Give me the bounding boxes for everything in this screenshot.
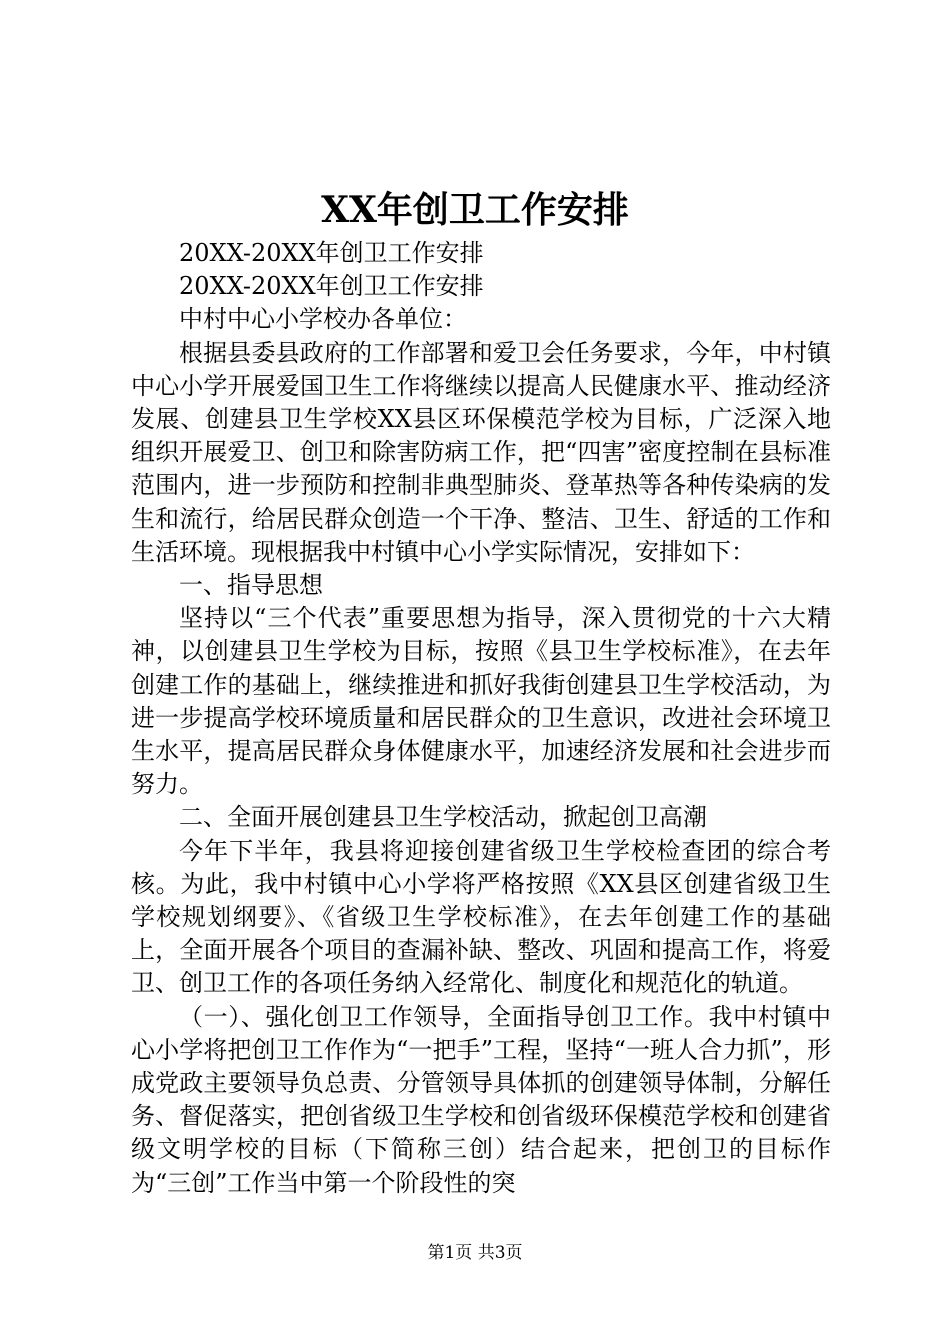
paragraph-activities: 今年下半年，我县将迎接创建省级卫生学校检查团的综合考核。为此，我中村镇中心小学将严格按照《XX县区创建省级卫生学校规划纲要》、《省级卫生学校标准》，在去年创建工作的基础上，全面开展各个项目的查漏补缺、整改、巩固和提高工作，将爱卫、创卫工作的各项任务纳入经常化、制度化和规范化的轨道。 [131, 836, 831, 998]
paragraph-subtitle-2: 20XX-20XX年创卫工作安排 [179, 272, 484, 301]
page-footer: 第1页 共3页 [427, 1243, 523, 1263]
document-body [131, 237, 831, 1200]
document-title: XX年创卫工作安排 [321, 189, 629, 231]
paragraph-guiding-ideology: 坚持以“三个代表”重要思想为指导，深入贯彻党的十六大精神，以创建县卫生学校为目标，按照《县卫生学校标准》，在去年创建工作的基础上，继续推进和抓好我街创建县卫生学校活动，为进一步提高学校环境质量和居民群众的卫生意识，改进社会环境卫生水平，提高居民群众身体健康水平，加速经济发展和社会进步而努力。 [131, 604, 831, 799]
paragraph-intro: 根据县委县政府的工作部署和爱卫会任务要求，今年，中村镇中心小学开展爱国卫生工作将继续以提高人民健康水平、推动经济发展、创建县卫生学校XX县区环保模范学校为目标，广泛深入地组织开展爱卫、创卫和除害防病工作，把“四害”密度控制在县标准范围内，进一步预防和控制非典型肺炎、登革热等各种传染病的发生和流行，给居民群众创造一个干净、整洁、卫生、舒适的工作和生活环境。现根据我中村镇中心小学实际情况，安排如下： [131, 338, 831, 566]
paragraph-subtitle-1: 20XX-20XX年创卫工作安排 [179, 239, 484, 267]
paragraph-leadership: （一）、强化创卫工作领导，全面指导创卫工作。我中村镇中心小学将把创卫工作作为“一把手”工程，坚持“一班人合力抓”，形成党政主要领导负总责、分管领导具体抓的创建领导体制，分解任务、督促落实，把创省级卫生学校和创省级环保模范学校和创建省级文明学校的目标（下简称三创）结合起来，把创卫的目标作为“三创”工作当中第一个阶段性的突 [131, 1002, 831, 1197]
paragraph-addressee: 中村中心小学校办各单位： [179, 305, 467, 334]
section-heading-guiding-ideology: 一、指导思想 [179, 571, 323, 600]
section-heading-activities: 二、全面开展创建县卫生学校活动，掀起创卫高潮 [179, 803, 707, 832]
